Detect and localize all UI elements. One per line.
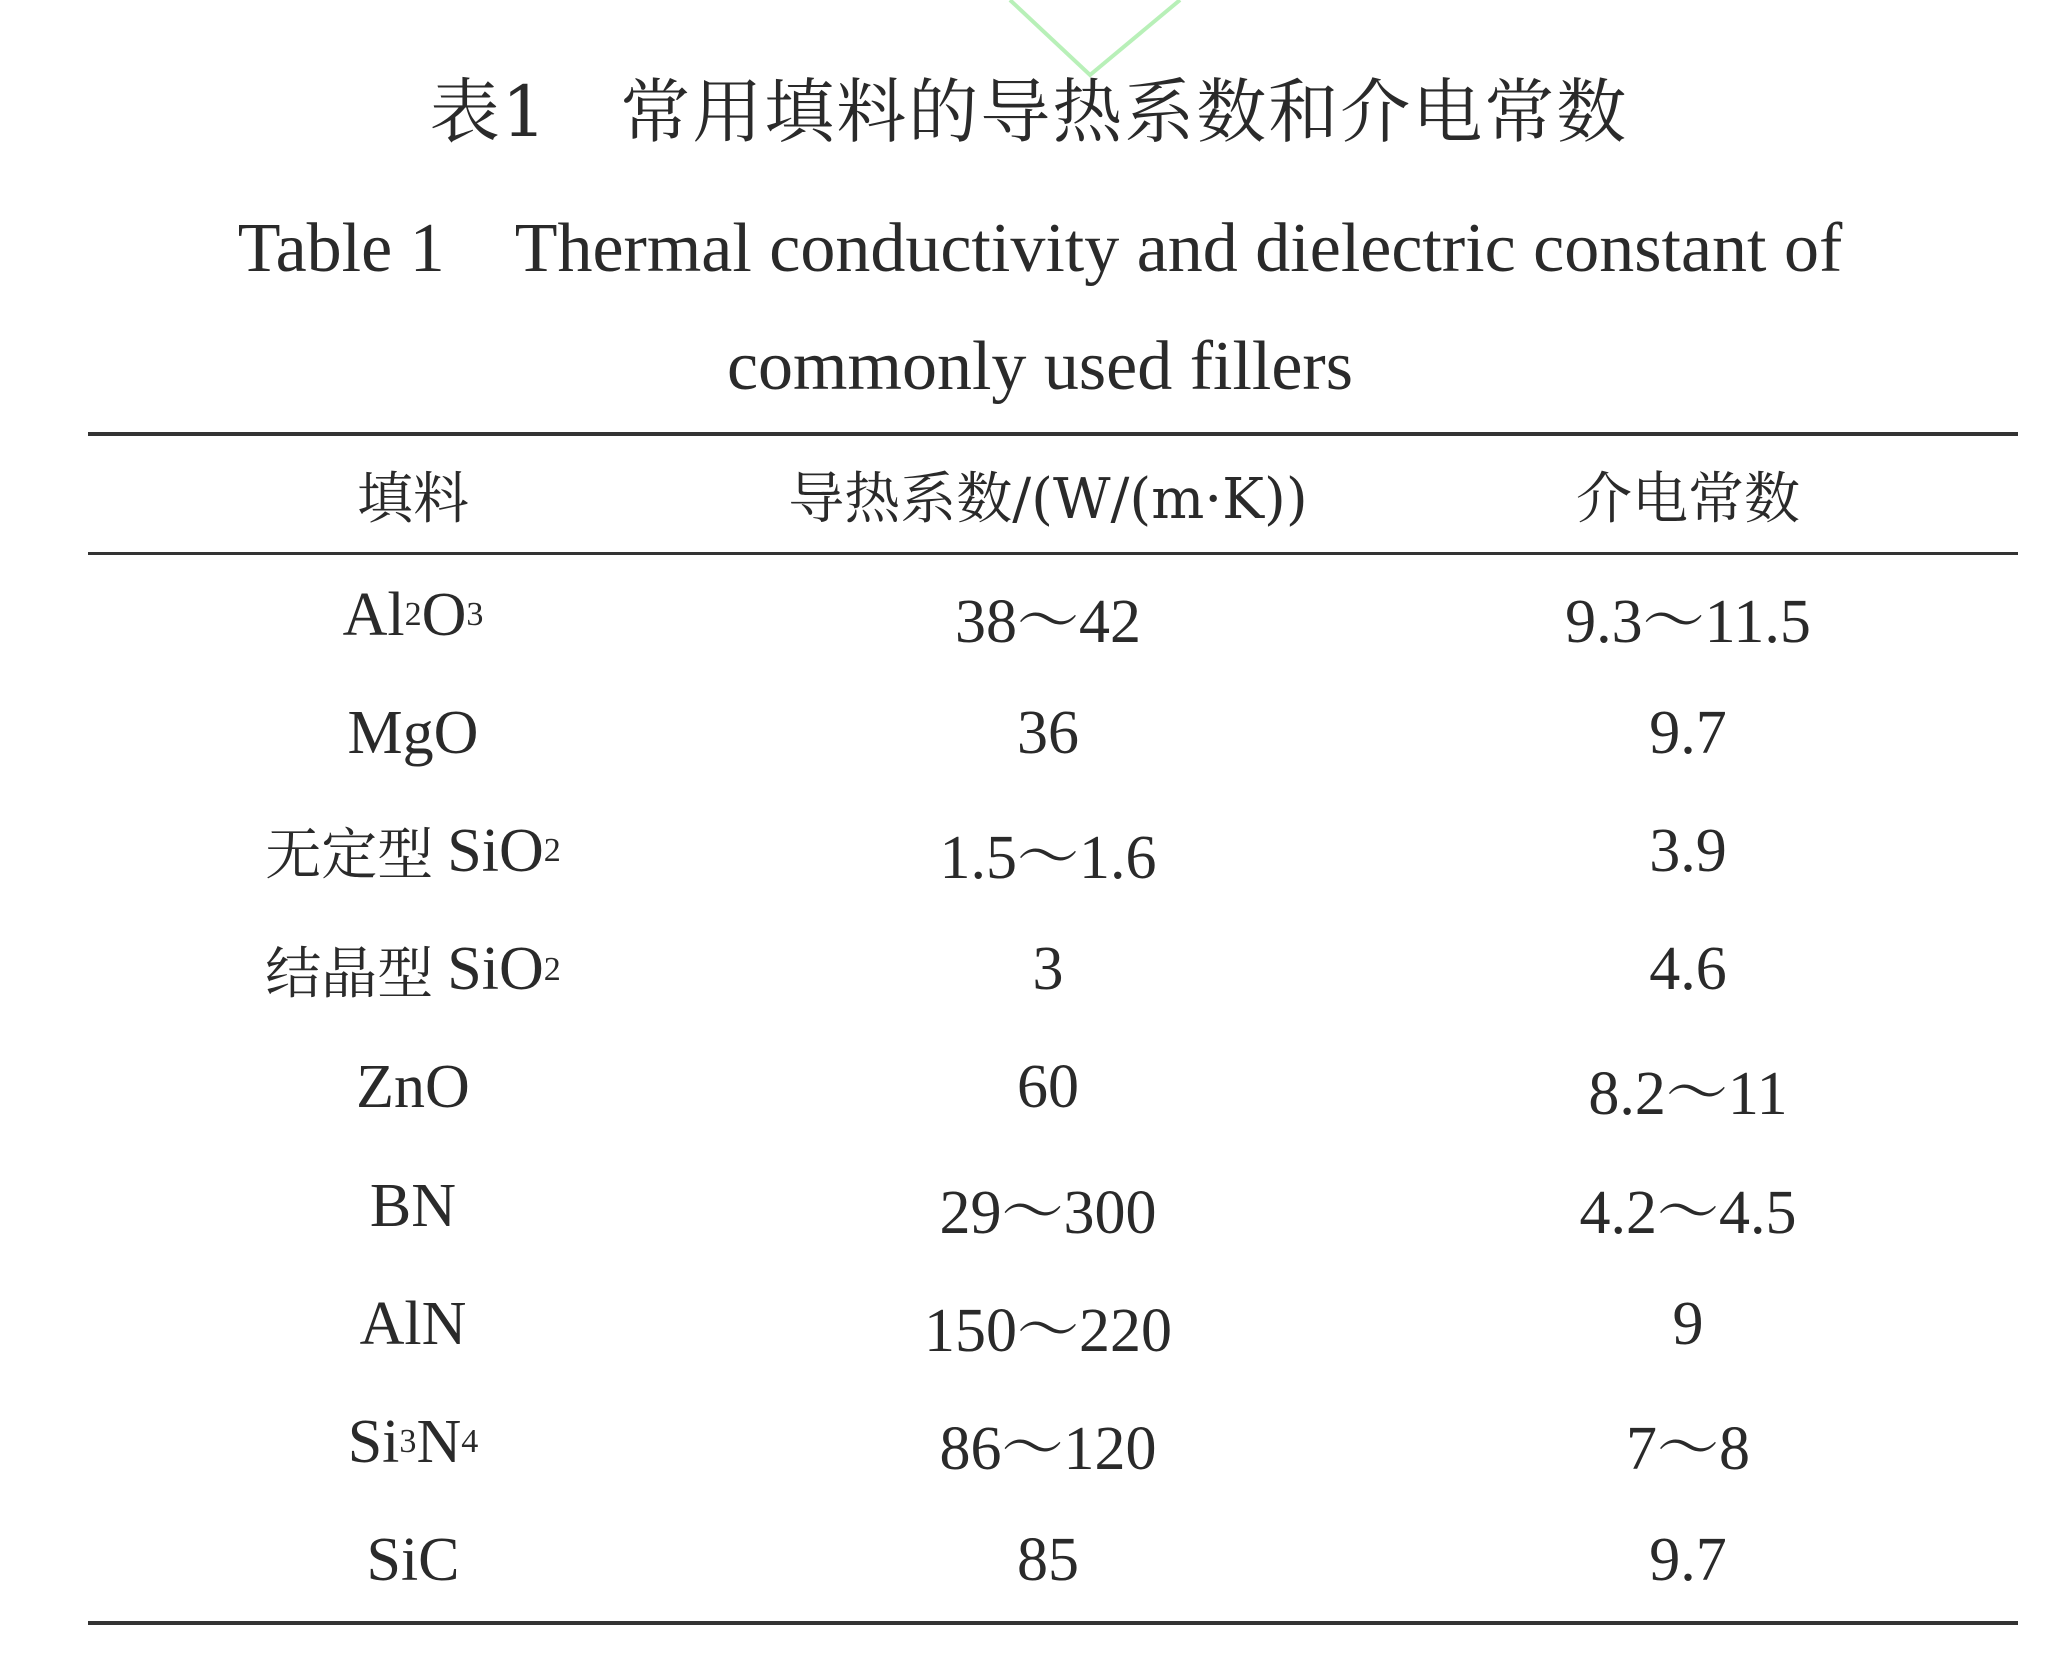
formula-text: ZnO [356,1053,470,1122]
cell-dielectric-constant: 9.7 [1649,1526,1727,1595]
table-bottom-rule [88,1621,2018,1625]
cell-filler [88,1029,738,1147]
cell-filler [88,1265,738,1383]
cell-thermal-conductivity: 3 [1032,935,1064,1004]
cell-thermal-conductivity: 38～42 [954,587,1141,656]
cell-dielectric-constant: 9.7 [1649,698,1727,767]
cell-thermal-conductivity: 36 [1017,698,1079,767]
column-header-dielectric-constant: 介电常数 [1576,466,1800,532]
table-row [88,1383,2018,1501]
formula-text: SiO [447,816,544,885]
cell-filler [88,1502,738,1620]
column-header-filler: 填料 [357,466,469,532]
table-row [88,1265,2018,1383]
cell-thermal-conductivity: 86～120 [939,1414,1157,1483]
cell-dielectric-constant: 9.3～11.5 [1565,587,1811,656]
formula-text: AlN [359,1289,467,1358]
cell-thermal-conductivity: 85 [1017,1526,1079,1595]
table-row [88,1147,2018,1265]
filler-type-prefix: 结晶型 [265,941,434,1007]
cell-dielectric-constant: 8.2～11 [1588,1060,1788,1129]
cell-dielectric-constant: 7～8 [1625,1414,1750,1483]
cell-dielectric-constant: 4.6 [1649,935,1727,1004]
cell-dielectric-constant: 4.2～4.5 [1579,1178,1797,1247]
table-row [88,1029,2018,1147]
cell-thermal-conductivity: 29～300 [939,1178,1157,1247]
table-row [88,911,2018,1029]
table-header-rule [88,552,2018,555]
filler-type-prefix: 无定型 [265,823,434,889]
table-row [88,1502,2018,1620]
cell-filler: 无定型 SiO 2 [88,792,738,910]
formula-text: O [421,580,467,649]
table-top-rule [88,432,2018,436]
column-header-thermal-conductivity: 导热系数/(W/(m·K)) [788,466,1308,532]
formula-text: N [416,1407,462,1476]
cell-filler: 结晶型 SiO 2 [88,911,738,1029]
formula-text: MgO [347,698,479,767]
table-row [88,556,2018,674]
cell-dielectric-constant: 9 [1672,1289,1704,1358]
cell-filler [88,674,738,792]
cell-thermal-conductivity: 150～220 [923,1296,1172,1365]
table-caption-zh: 表1 常用填料的导热系数和介电常数 [429,71,1629,153]
cell-dielectric-constant: 3.9 [1649,816,1727,885]
table-row [88,792,2018,910]
cell-filler [88,1147,738,1265]
cell-filler: Al 2 O 3 [342,580,484,649]
formula-text: Si [347,1407,400,1476]
formula-text: SiO [447,935,544,1004]
formula-text: BN [369,1171,457,1240]
formula-text: SiC [366,1526,460,1595]
table-caption-en: Table 1 Thermal conductivity and dielectric constant of commonly used fillers [237,210,1860,405]
formula-text: Al [342,580,405,649]
cell-filler: Si 3 N 4 [347,1407,479,1476]
table-header-row [88,437,2018,552]
cell-thermal-conductivity: 60 [1017,1053,1079,1122]
cell-thermal-conductivity: 1.5～1.6 [939,823,1157,892]
table-row [88,674,2018,792]
